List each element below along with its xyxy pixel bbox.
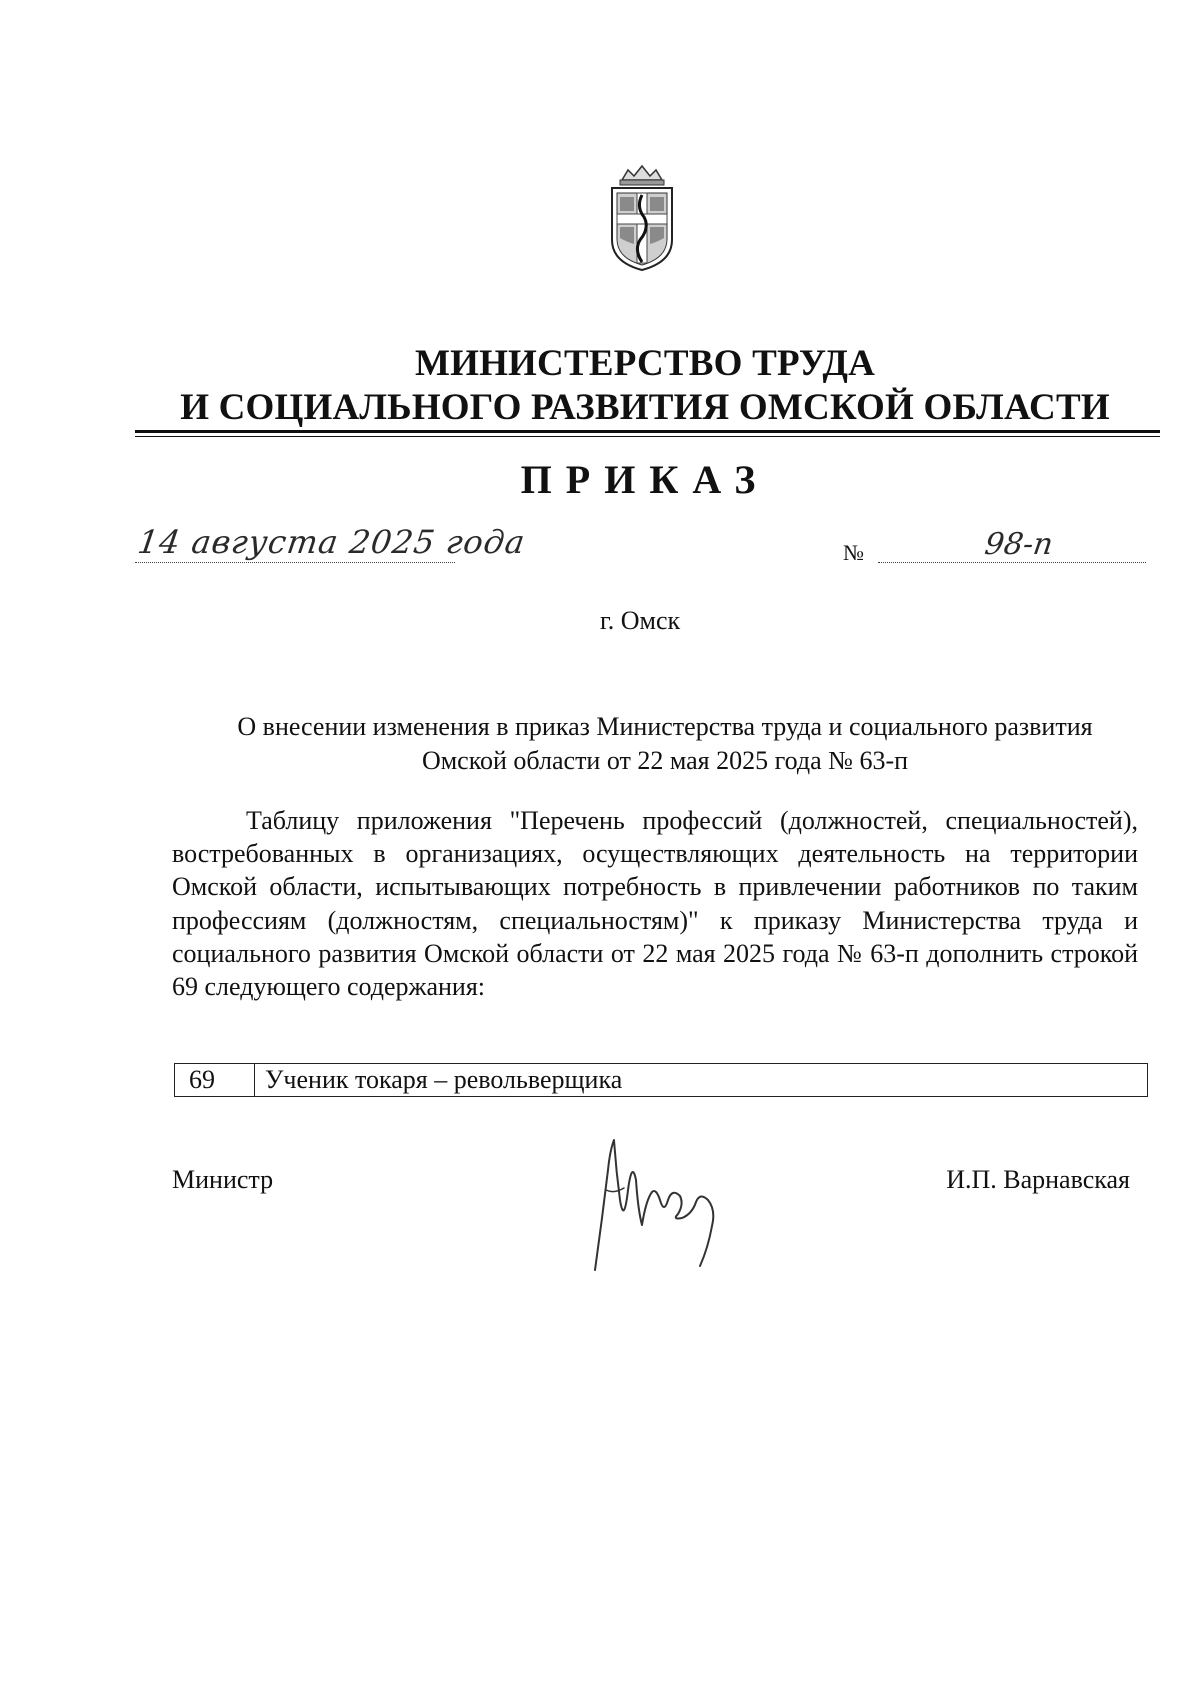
order-number: 98-п [982, 527, 1056, 562]
signatory-name: И.П. Варнавская [946, 1165, 1130, 1194]
amendment-table [174, 1063, 1148, 1097]
omsk-coat-of-arms-icon [600, 162, 684, 274]
order-number-label: № [843, 540, 864, 565]
header-divider-thick [135, 430, 1160, 433]
row-number-cell: 69 [175, 1064, 255, 1097]
table-row [175, 1064, 1148, 1097]
number-underline [878, 562, 1146, 563]
organization-title-line2: И СОЦИАЛЬНОГО РАЗВИТИЯ ОМСКОЙ ОБЛАСТИ [180, 387, 1110, 428]
profession-cell: Ученик токаря – револьверщика [255, 1064, 1148, 1097]
header-divider-thin [135, 436, 1160, 437]
subject-line1: О внесении изменения в приказ Министерства труда и социального развития [237, 712, 1093, 741]
city-label: г. Омск [600, 606, 681, 635]
date-underline [135, 562, 455, 563]
body-paragraph: Таблицу приложения "Перечень профессий (должностей, специальностей), востребованных в организациях, осуществляющих деятельность на территории Омской области, испытывающих потребность в привлечении работников по таким профессиям (должностям, специальностям)" к приказу Министерства труда и социального развития Омской области от 22 мая 2025 года № 63-п дополнить строкой 69 следующего содержания: [172, 806, 1138, 1002]
order-date: 14 августа 2025 года [135, 523, 528, 561]
subject-line2: Омской области от 22 мая 2025 года № 63-п [421, 746, 909, 775]
signatory-position: Министр [172, 1165, 274, 1194]
document-type-title: ПРИКАЗ [520, 457, 770, 502]
organization-title-line1: МИНИСТЕРСТВО ТРУДА [414, 343, 876, 384]
handwritten-signature-icon [580, 1130, 770, 1280]
